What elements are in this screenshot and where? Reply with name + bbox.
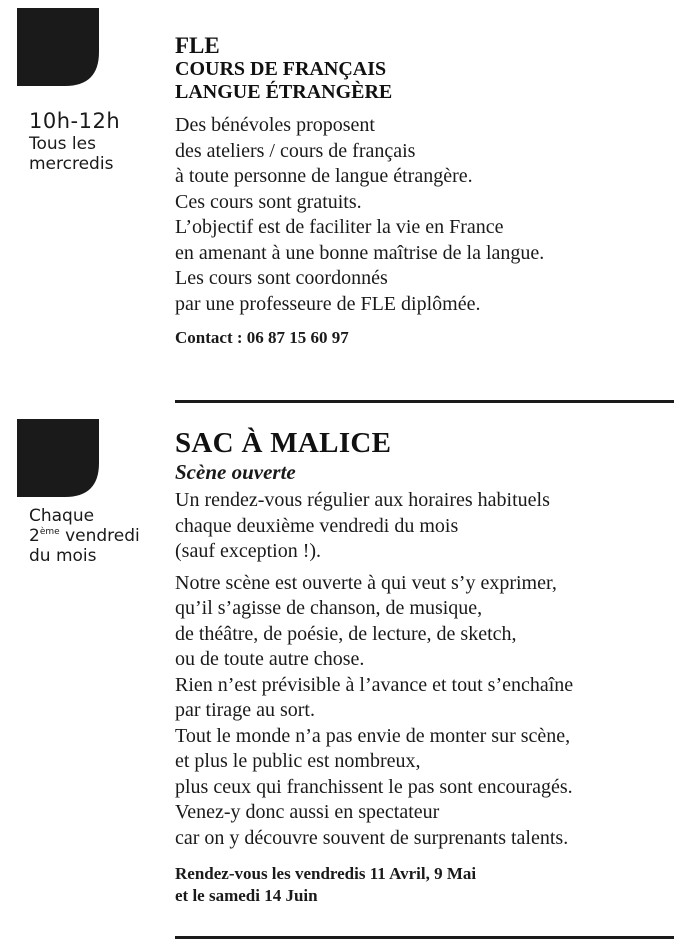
event-body	[175, 33, 665, 349]
text-line: des ateliers / cours de français	[175, 139, 416, 162]
text-line: Notre scène est ouverte à qui veut s’y exprimer,	[175, 571, 557, 594]
event-fle	[0, 0, 674, 395]
dates-line: Rendez-vous les vendredis 11 Avril, 9 Mai	[175, 864, 477, 883]
text-line: Venez-y donc aussi en spectateur	[175, 801, 440, 823]
contact-phone: Contact : 06 87 15 60 97	[175, 328, 349, 347]
event-body	[175, 427, 665, 907]
text-line: qu’il s’agisse de chanson, de musique,	[175, 597, 483, 619]
text-line: Les cours sont coordonnés	[175, 267, 388, 289]
ordinal-suffix: ème	[39, 527, 60, 537]
description-paragraph	[175, 571, 665, 852]
text-line: chaque deuxième vendredi du mois	[175, 514, 459, 537]
text-line: de théâtre, de poésie, de lecture, de sketch,	[175, 622, 517, 645]
schedule-line: du mois	[29, 546, 97, 566]
text-line: par tirage au sort.	[175, 699, 315, 721]
section-divider	[175, 936, 674, 939]
text-line: L’objectif est de faciliter la vie en France	[175, 216, 504, 238]
text-line: Tout le monde n’a pas envie de monter sur scène,	[175, 724, 571, 747]
text-line: car on y découvre souvent de surprenants talents.	[175, 826, 569, 849]
leaf-shape-icon	[17, 419, 99, 497]
schedule-line: Tous les	[29, 134, 96, 154]
text-line: Un rendez-vous régulier aux horaires habituels	[175, 489, 550, 511]
text-line: plus ceux qui franchissent le pas sont encouragés.	[175, 775, 573, 798]
text-line: (sauf exception !).	[175, 540, 322, 562]
schedule-line	[29, 526, 140, 546]
text-line: par une professeure de FLE diplômée.	[175, 292, 481, 315]
schedule-time: 10h-12h	[29, 109, 121, 133]
description-paragraph	[175, 488, 665, 565]
event-title: SAC À MALICE	[175, 427, 392, 459]
ordinal-number: 2	[29, 526, 40, 546]
text-line: ou de toute autre chose.	[175, 648, 365, 670]
text-line: Rien n’est prévisible à l’avance et tout s’enchaîne	[175, 673, 574, 696]
event-subtitle: Scène ouverte	[175, 460, 296, 484]
text-line: en amenant à une bonne maîtrise de la langue.	[175, 241, 545, 264]
text-line: à toute personne de langue étrangère.	[175, 165, 473, 187]
text-line: Ces cours sont gratuits.	[175, 190, 362, 213]
schedule	[29, 108, 120, 174]
event-dates	[175, 863, 665, 907]
schedule-line-rest: vendredi	[59, 526, 140, 546]
event-title: FLE	[175, 33, 220, 58]
description-paragraph	[175, 113, 665, 317]
text-line: Des bénévoles proposent	[175, 114, 375, 136]
schedule-line: Chaque	[29, 506, 95, 526]
schedule	[29, 506, 140, 566]
leaf-shape-icon	[17, 8, 99, 86]
event-subtitle-line: COURS DE FRANÇAIS	[175, 58, 387, 80]
event-subtitle-line: LANGUE ÉTRANGÈRE	[175, 81, 393, 103]
text-line: et plus le public est nombreux,	[175, 750, 421, 772]
schedule-line: mercredis	[29, 154, 114, 174]
dates-line: et le samedi 14 Juin	[175, 886, 318, 905]
event-sac-a-malice	[0, 395, 674, 948]
